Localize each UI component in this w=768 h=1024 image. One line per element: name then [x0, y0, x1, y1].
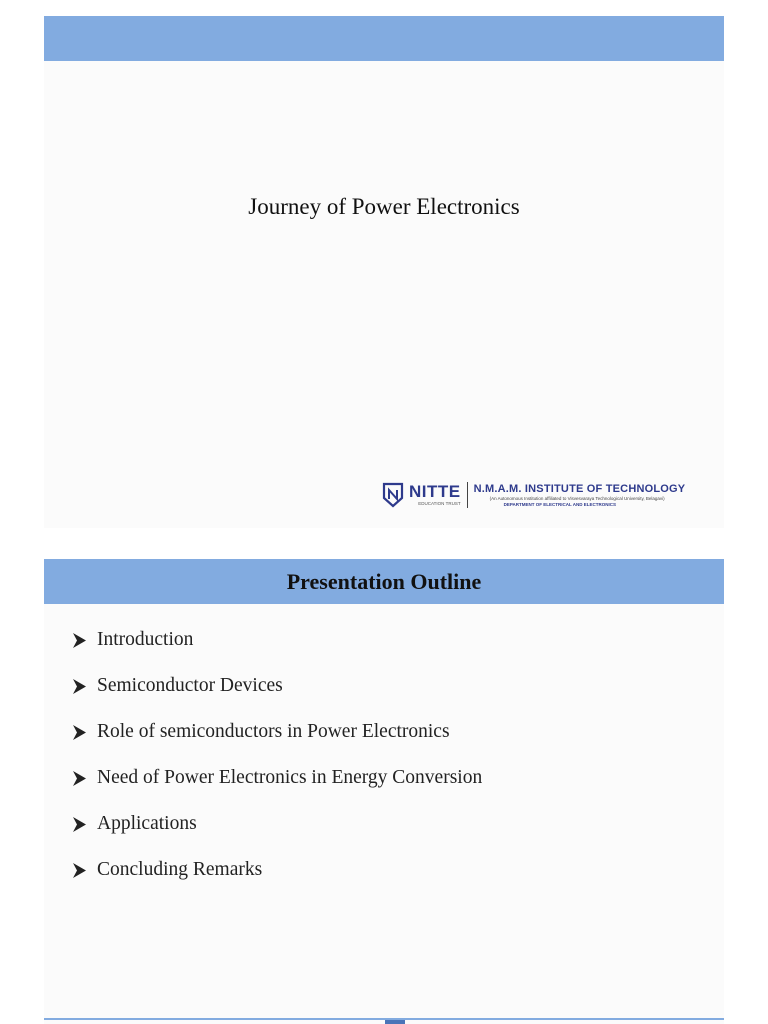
arrowhead-bullet-icon	[72, 770, 87, 787]
outline-list	[72, 617, 482, 893]
list-item	[72, 709, 482, 755]
nitte-brand: NITTE	[409, 482, 461, 501]
list-item-label: Applications	[97, 813, 197, 834]
nitte-brand-sub: EDUCATION TRUST	[418, 501, 461, 506]
footer-marker	[385, 1020, 405, 1024]
slide-outline	[44, 559, 724, 1024]
list-item	[72, 755, 482, 801]
logo-divider	[467, 482, 468, 508]
arrowhead-bullet-icon	[72, 678, 87, 695]
arrowhead-bullet-icon	[72, 862, 87, 879]
arrowhead-bullet-icon	[72, 632, 87, 649]
nitte-n-icon	[382, 482, 404, 508]
department-name: DEPARTMENT OF ELECTRICAL AND ELECTRONICS	[503, 501, 617, 507]
nitte-wordmark	[409, 483, 461, 507]
list-item-label: Introduction	[97, 629, 194, 650]
list-item-label: Need of Power Electronics in Energy Conversion	[97, 767, 483, 788]
header-bar	[44, 16, 724, 61]
arrowhead-bullet-icon	[72, 816, 87, 833]
list-item-label: Role of semiconductors in Power Electronics	[97, 721, 450, 742]
list-item-label: Semiconductor Devices	[97, 675, 283, 696]
institute-subtitle: (An Autonomous Institution affiliated to Visvesvaraya Technological University, Belagavi)	[489, 495, 665, 501]
institute-name: N.M.A.M. INSTITUTE OF TECHNOLOGY	[473, 482, 686, 495]
institute-block	[474, 483, 686, 508]
nitte-logo	[382, 478, 712, 512]
outline-title: Presentation Outline	[286, 568, 482, 594]
arrowhead-bullet-icon	[72, 724, 87, 741]
list-item	[72, 847, 482, 893]
list-item	[72, 663, 482, 709]
slide-title-text: Journey of Power Electronics	[248, 194, 520, 219]
header-bar	[44, 559, 724, 604]
list-item-label: Concluding Remarks	[97, 859, 263, 880]
list-item	[72, 801, 482, 847]
list-item	[72, 617, 482, 663]
footer-line	[44, 1018, 724, 1020]
slide-title	[44, 16, 724, 528]
